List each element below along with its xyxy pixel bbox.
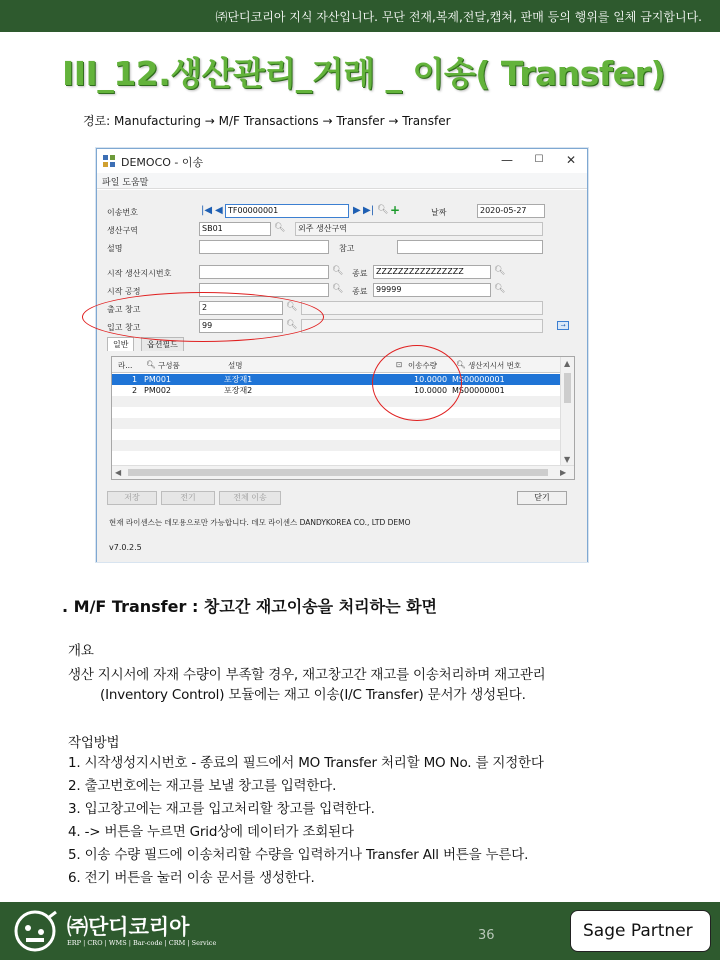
col-line[interactable]: 라... xyxy=(118,361,133,370)
scroll-arrow-icon[interactable]: ▼ xyxy=(564,455,571,464)
end-mo-field[interactable]: ZZZZZZZZZZZZZZZZ xyxy=(373,265,491,279)
search-icon[interactable]: 🔍︎ xyxy=(146,360,156,369)
transfer-no-label: 이송번호 xyxy=(107,208,138,217)
window-title: DEMOCO - 이송 xyxy=(121,156,204,169)
maximize-button[interactable]: ☐ xyxy=(534,154,544,165)
method-title: 작업방법 xyxy=(68,735,120,751)
date-field[interactable]: 2020-05-27 xyxy=(477,204,545,218)
nav-prev-icon[interactable]: ◀ xyxy=(215,205,223,216)
window-titlebar xyxy=(97,149,587,173)
col-mo[interactable]: 생산지시서 번호 xyxy=(468,361,522,370)
empty-row xyxy=(112,418,560,429)
table-row[interactable] xyxy=(112,374,560,385)
end-mo-label: 종료 xyxy=(352,269,368,278)
cell-line: 2 xyxy=(132,386,138,395)
company-name: ㈜단디코리아 xyxy=(67,915,190,939)
cell-item: PM002 xyxy=(144,386,171,395)
minimize-button[interactable]: — xyxy=(501,153,513,167)
overview-line-1: 생산 지시서에 자재 수량이 부족할 경우, 재고창고간 재고를 이송처리하며 재고관리 xyxy=(68,667,546,683)
nav-first-icon[interactable]: |◀ xyxy=(201,205,213,216)
nav-next-icon[interactable]: ▶ xyxy=(353,205,361,216)
start-op-label: 시작 공정 xyxy=(107,287,141,296)
ref-field[interactable] xyxy=(397,240,543,254)
vertical-scrollbar[interactable] xyxy=(560,357,574,467)
search-icon[interactable]: 🔍︎ xyxy=(494,266,506,276)
breadcrumb: 경로: Manufacturing → M/F Transactions → Transfer → Transfer xyxy=(83,114,451,128)
out-warehouse-label: 출고 창고 xyxy=(107,305,141,314)
out-warehouse-field[interactable]: 2 xyxy=(199,301,283,315)
cell-desc: 포장재2 xyxy=(224,386,253,395)
area-label: 생산구역 xyxy=(107,226,138,235)
load-grid-icon[interactable]: → xyxy=(557,321,569,330)
page-title: III_12.생산관리_거래 _ 이송( Transfer) xyxy=(62,54,666,93)
sort-icon[interactable]: ⊡ xyxy=(396,360,403,369)
step-item: 5. 이송 수량 필드에 이송처리할 수량을 입력하거나 Transfer All 버튼을 누른다. xyxy=(68,847,529,863)
step-item: 1. 시작생성지시번호 - 종료의 필드에서 MO Transfer 처리할 MO No. 를 지정한다 xyxy=(68,755,544,771)
post-button[interactable]: 전기 xyxy=(161,491,215,505)
tab-general[interactable]: 일반 xyxy=(107,337,134,351)
in-warehouse-label: 입고 창고 xyxy=(107,323,141,332)
search-icon[interactable]: 🔍︎ xyxy=(286,320,298,330)
search-icon[interactable]: 🔍︎ xyxy=(377,205,389,215)
search-icon[interactable]: 🔍︎ xyxy=(286,302,298,312)
step-item: 3. 입고창고에는 재고를 입고처리할 창고를 입력한다. xyxy=(68,801,375,817)
tab-optional-fields[interactable]: 옵션필드 xyxy=(141,337,184,351)
transfer-all-button[interactable]: 전체 이송 xyxy=(219,491,281,505)
scroll-arrow-icon[interactable]: ▶ xyxy=(560,468,567,477)
copyright-notice: ㈜단디코리아 지식 자산입니다. 무단 전재,복제,전달,캡쳐, 판매 등의 행위를 일체 금지합니다. xyxy=(215,10,702,24)
search-icon[interactable]: 🔍︎ xyxy=(332,266,344,276)
window-body xyxy=(97,190,587,562)
desc-field[interactable] xyxy=(199,240,329,254)
menu-file-help[interactable]: 파일 도움말 xyxy=(102,178,149,188)
cell-mo: MS00000001 xyxy=(452,386,505,395)
scroll-arrow-icon[interactable]: ◀ xyxy=(115,468,122,477)
search-icon[interactable]: 🔍︎ xyxy=(494,284,506,294)
in-warehouse-field[interactable]: 99 xyxy=(199,319,283,333)
cell-mo: MS00000001 xyxy=(452,375,505,384)
step-item: 2. 출고번호에는 재고를 보낼 창고를 입력한다. xyxy=(68,778,337,794)
in-warehouse-desc xyxy=(301,319,543,333)
overview-title: 개요 xyxy=(68,643,94,659)
scroll-arrow-icon[interactable]: ▲ xyxy=(564,359,571,368)
partner-badge xyxy=(570,910,711,952)
date-label: 날짜 xyxy=(431,208,447,217)
grid-header xyxy=(112,357,560,373)
start-mo-label: 시작 생산지시번호 xyxy=(107,269,172,278)
partner-text: Sage Partner xyxy=(583,921,693,941)
empty-row xyxy=(112,396,560,407)
close-window-button[interactable]: ✕ xyxy=(565,153,577,167)
license-text: 현재 라이센스는 데모용으로만 가능합니다. 데모 라이센스 DANDYKOREA CO., LTD DEMO xyxy=(109,518,411,527)
save-button[interactable]: 저장 xyxy=(107,491,157,505)
search-icon[interactable]: 🔍︎ xyxy=(332,284,344,294)
cell-desc: 포장재1 xyxy=(224,375,253,384)
top-banner xyxy=(0,0,720,32)
cell-qty[interactable]: 10.0000 xyxy=(414,386,448,395)
start-op-field[interactable] xyxy=(199,283,329,297)
close-button[interactable]: 닫기 xyxy=(517,491,567,505)
search-icon[interactable]: 🔍︎ xyxy=(274,223,286,233)
section-heading: . M/F Transfer : 창고간 재고이송을 처리하는 화면 xyxy=(62,597,438,616)
app-grid-icon xyxy=(103,155,115,167)
menu-bar xyxy=(97,173,587,189)
col-qty[interactable]: 이송수량 xyxy=(408,361,437,370)
ref-label: 참고 xyxy=(339,244,355,253)
area-code-field[interactable]: SB01 xyxy=(199,222,271,236)
page-number: 36 xyxy=(478,928,495,943)
area-name-field: 외주 생산구역 xyxy=(295,222,543,236)
scroll-thumb[interactable] xyxy=(564,373,571,403)
version-text: v7.0.2.5 xyxy=(109,543,142,552)
horizontal-scrollbar[interactable] xyxy=(112,465,574,479)
desc-label: 설명 xyxy=(107,244,123,253)
app-window xyxy=(96,148,588,562)
search-icon[interactable]: 🔍︎ xyxy=(456,360,466,369)
table-row[interactable] xyxy=(112,385,560,396)
company-logo-icon xyxy=(8,908,62,954)
end-op-field[interactable]: 99999 xyxy=(373,283,491,297)
cell-line: 1 xyxy=(132,375,138,384)
cell-qty[interactable]: 10.0000 xyxy=(414,375,448,384)
cell-item: PM001 xyxy=(144,375,171,384)
step-item: 4. -> 버튼을 누르면 Grid상에 데이터가 조회된다 xyxy=(68,824,354,840)
end-op-label: 종료 xyxy=(352,287,368,296)
start-mo-field[interactable] xyxy=(199,265,329,279)
col-desc[interactable]: 설명 xyxy=(228,361,243,370)
col-item[interactable]: 구성품 xyxy=(158,361,180,370)
empty-row xyxy=(112,440,560,451)
scroll-thumb[interactable] xyxy=(128,469,548,476)
detail-grid xyxy=(111,356,575,480)
nav-last-icon[interactable]: ▶| xyxy=(363,205,375,216)
out-warehouse-desc xyxy=(301,301,543,315)
overview-line-2: (Inventory Control) 모듈에는 재고 이송(I/C Transfer) 문서가 생성된다. xyxy=(100,687,526,703)
step-item: 6. 전기 버튼을 눌러 이송 문서를 생성한다. xyxy=(68,870,315,886)
transfer-no-field[interactable]: TF00000001 xyxy=(225,204,349,218)
company-tagline: ERP | CRO | WMS | Bar-code | CRM | Service xyxy=(67,939,217,947)
footer-bar xyxy=(0,902,720,960)
add-icon[interactable]: + xyxy=(390,203,401,217)
